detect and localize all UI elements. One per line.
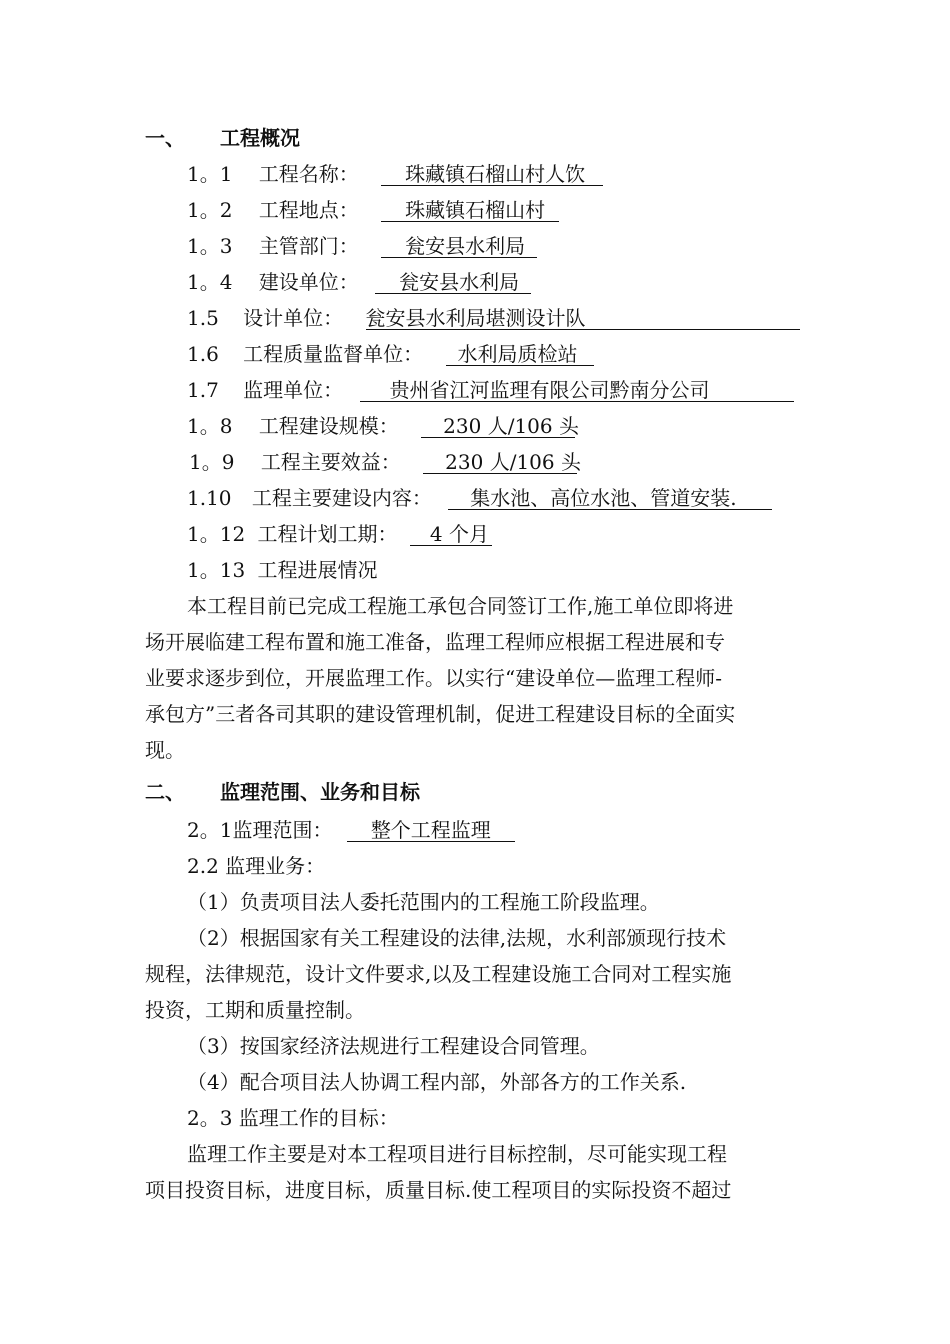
item-1-8 [187,414,579,438]
item-label: 工程建设规模： [258,414,399,438]
item-number: 1。1 [187,162,233,186]
progress-paragraph-line-3: 业要求逐步到位，开展监理工作。以实行“建设单位—监理工程师- [145,666,722,690]
item-2-1 [187,818,515,842]
section-1-title: 工程概况 [219,126,300,150]
item-2-2: 2.2 监理业务： [187,854,326,878]
item-1-13 [187,558,378,582]
item-1-5 [187,306,800,330]
item-label: 监理范围： [232,818,333,842]
item-label: 主管部门： [258,234,359,258]
goal-paragraph-line-2: 项目投资目标，进度目标，质量目标.使工程项目的实际投资不超过 [145,1178,732,1202]
item-value: 瓮安县水利局堪测设计队 [366,307,800,330]
item-1-9 [189,450,581,474]
item-value: 珠藏镇石榴山村人饮 [381,163,603,186]
item-number: 1.7 [187,378,219,402]
item-value: 珠藏镇石榴山村 [381,199,559,222]
progress-paragraph-line-4: 承包方”三者各司其职的建设管理机制，促进工程建设目标的全面实 [145,702,736,726]
item-value: 230 人/106 头 [421,415,575,438]
item-1-3 [187,234,537,258]
item-1-10 [187,486,772,510]
item-number: 1。8 [187,414,233,438]
item-number: 1。4 [187,270,233,294]
progress-paragraph-line-5: 现。 [145,738,185,762]
business-2-line-2: 规程，法律规范，设计文件要求,以及工程建设施工合同对工程实施 [145,962,732,986]
item-number: 1.6 [187,342,219,366]
item-number: 1.10 [187,486,232,510]
item-label: 设计单位： [243,306,344,330]
section-2-title: 监理范围、业务和目标 [219,780,420,804]
business-4: （4）配合项目法人协调工程内部，外部各方的工作关系. [187,1070,687,1094]
item-label: 建设单位： [258,270,359,294]
item-value: 瓮安县水利局 [375,271,531,294]
item-1-4 [187,270,531,294]
item-value: 4 个月 [410,523,492,546]
item-label: 工程质量监督单位： [243,342,424,366]
item-label: 工程计划工期： [257,522,398,546]
item-number: 1。9 [189,450,235,474]
item-value: 整个工程监理 [347,819,515,842]
item-label: 工程名称： [258,162,359,186]
section-2-number: 二、 [145,780,185,804]
section-2-heading [145,780,420,804]
item-number: 1。12 [187,522,246,546]
goal-paragraph-line-1: 监理工作主要是对本工程项目进行目标控制，尽可能实现工程 [187,1142,727,1166]
item-label: 工程进展情况 [257,558,378,582]
item-value: 水利局质检站 [446,343,594,366]
item-number: 1。13 [187,558,246,582]
item-1-6 [187,342,594,366]
section-1-heading [145,126,300,150]
progress-paragraph-line-2: 场开展临建工程布置和施工准备，监理工程师应根据工程进展和专 [145,630,725,654]
item-label: 监理单位： [243,378,344,402]
business-2-line-1: （2）根据国家有关工程建设的法律,法规，水利部颁现行技术 [187,926,727,950]
item-1-2 [187,198,559,222]
item-value: 集水池、高位水池、管道安装. [448,487,772,510]
item-label: 工程主要效益： [260,450,401,474]
item-label: 工程地点： [258,198,359,222]
item-1-7 [187,378,794,402]
item-1-1 [187,162,603,186]
business-3: （3）按国家经济法规进行工程建设合同管理。 [187,1034,600,1058]
item-value: 瓮安县水利局 [381,235,537,258]
item-number: 2。1 [187,818,233,842]
item-label: 工程主要建设内容： [251,486,432,510]
section-1-number: 一、 [145,126,185,150]
business-1: （1）负责项目法人委托范围内的工程施工阶段监理。 [187,890,660,914]
item-value: 贵州省江河监理有限公司黔南分公司 [360,379,794,402]
business-2-line-3: 投资，工期和质量控制。 [145,998,365,1022]
item-1-12 [187,522,492,546]
item-value: 230 人/106 头 [423,451,577,474]
item-2-3: 2。3 监理工作的目标： [187,1106,399,1130]
progress-paragraph-line-1: 本工程目前已完成工程施工承包合同签订工作,施工单位即将进 [187,594,734,618]
item-number: 1。3 [187,234,233,258]
item-number: 1。2 [187,198,233,222]
item-number: 1.5 [187,306,219,330]
